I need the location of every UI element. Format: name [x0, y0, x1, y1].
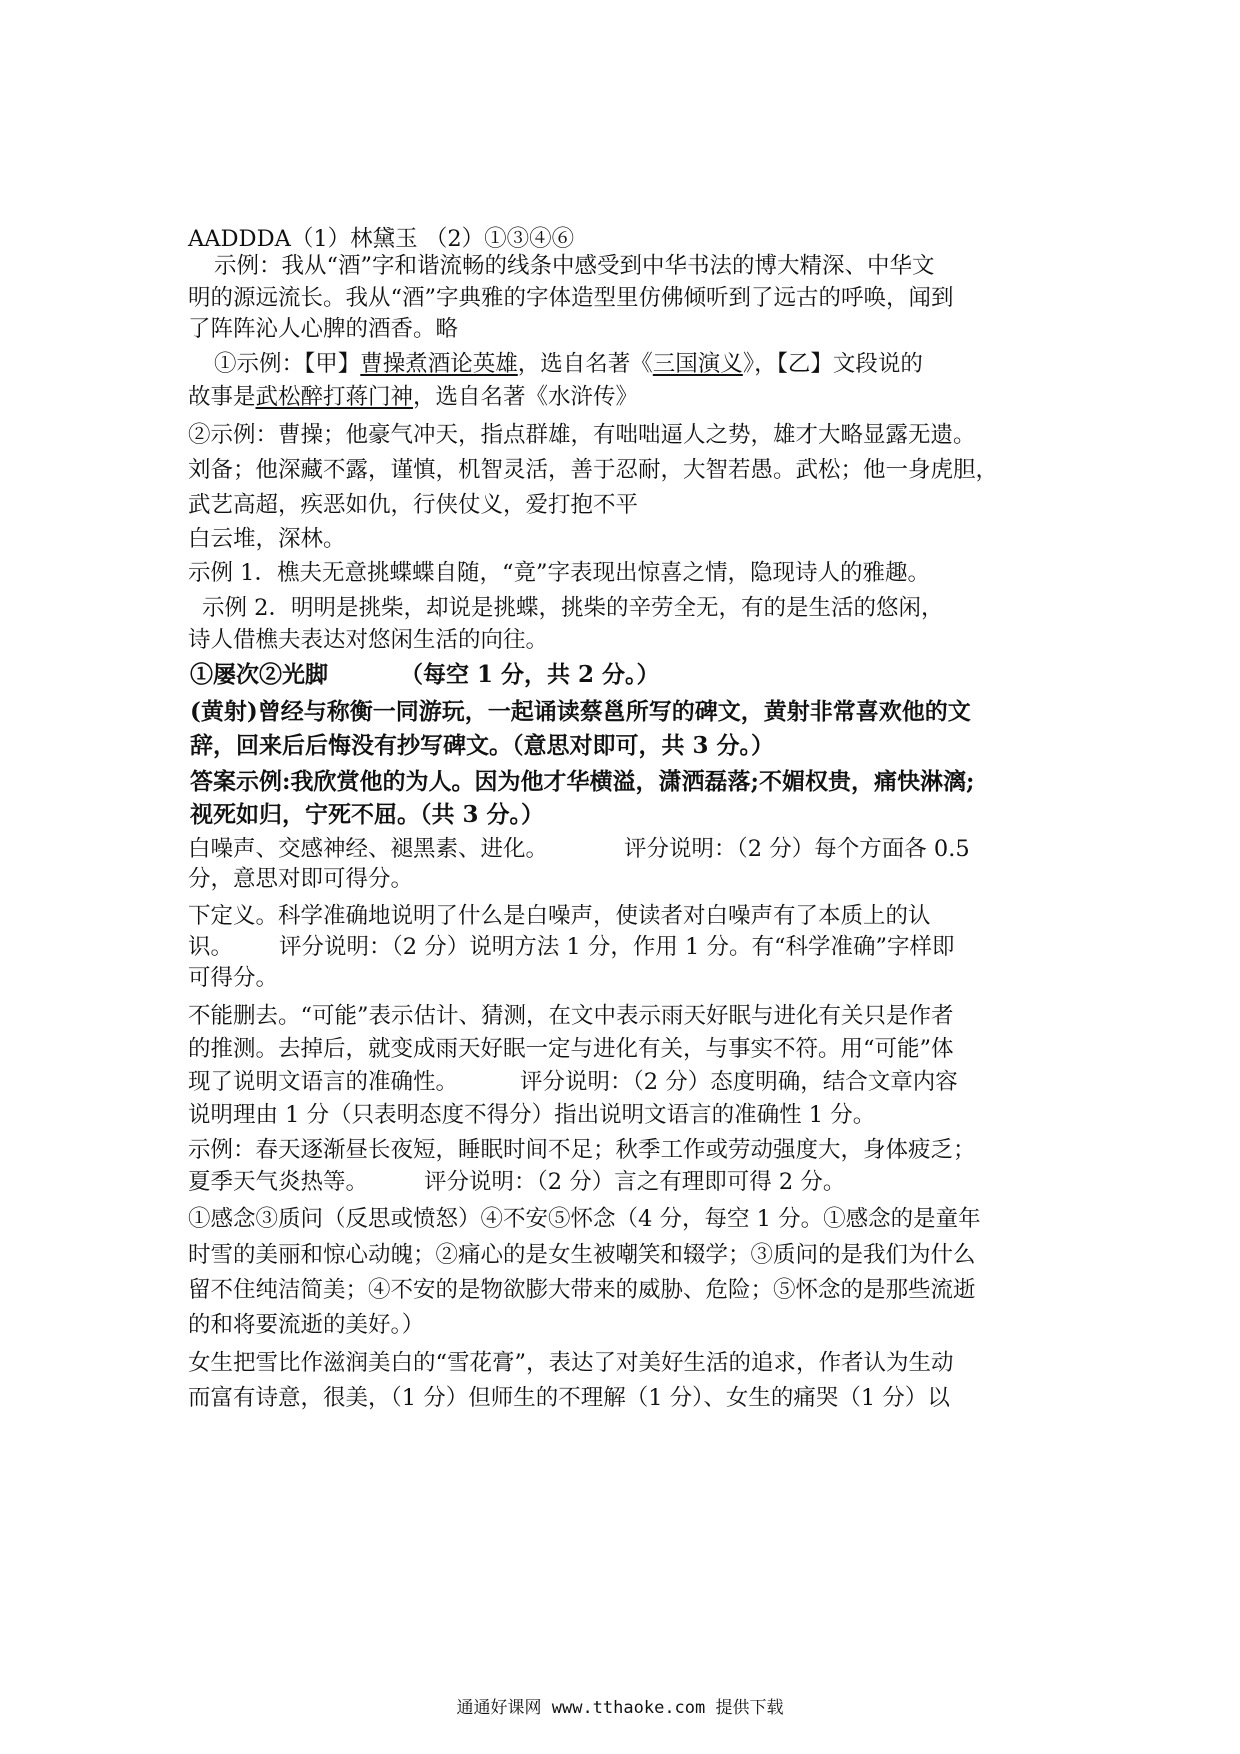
answer-line: 而富有诗意，很美，（1 分）但师生的不理解（1 分）、女生的痛哭（1 分）以	[188, 1385, 950, 1411]
answer-line: 辞，回来后后悔没有抄写碑文。（意思对即可，共 3 分。）	[190, 732, 775, 759]
answer-line: 可得分。	[188, 965, 279, 991]
answer-line: 示例 2．明明是挑柴，却说是挑蝶，挑柴的辛劳全无，有的是生活的悠闲，	[202, 595, 944, 621]
answer-line	[188, 1167, 845, 1197]
underlined-answer: 三国演义	[652, 351, 743, 377]
answer-text: ，选自名著《水浒传》	[413, 384, 639, 410]
answer-line	[214, 349, 923, 379]
answer-line: AADDDA（1）林黛玉 （2）①③④⑥	[188, 226, 575, 252]
answer-line: 视死如归，宁死不屈。（共 3 分。）	[190, 801, 545, 828]
answer-line: 白云堆，深林。	[188, 526, 346, 552]
scoring-note: 评分说明：（2 分）每个方面各 0.5	[624, 836, 970, 862]
answer-line: 诗人借樵夫表达对悠闲生活的向往。	[188, 627, 549, 653]
answer-line	[188, 382, 638, 412]
answer-text: ，选自名著《	[517, 351, 653, 377]
answer-line: 刘备；他深藏不露，谨慎，机智灵活，善于忍耐，大智若愚。武松；他一身虎胆，	[188, 457, 999, 483]
answer-line: 答案示例:我欣赏他的为人。因为他才华横溢，潇洒磊落;不媚权贵，痛快淋漓;	[190, 768, 975, 795]
answer-line: 示例：春天逐渐昼长夜短，睡眠时间不足；秋季工作或劳动强度大，身体疲乏；	[188, 1137, 976, 1163]
answer-line: 留不住纯洁简美；④不安的是物欲膨大带来的威胁、危险；⑤怀念的是那些流逝	[188, 1277, 976, 1303]
answer-line: 的推测。去掉后，就变成雨天好眠一定与进化有关，与事实不符。用“可能”体	[188, 1036, 954, 1062]
answer-line: 示例：我从“酒”字和谐流畅的线条中感受到中华书法的博大精深、中华文	[214, 253, 935, 279]
answer-line: 女生把雪比作滋润美白的“雪花膏”，表达了对美好生活的追求，作者认为生动	[188, 1350, 954, 1376]
answer-line: 说明理由 1 分（只表明态度不得分）指出说明文语言的准确性 1 分。	[188, 1102, 876, 1128]
answer-text: 》，【乙】文段说的	[742, 351, 923, 377]
answer-line: 下定义。科学准确地说明了什么是白噪声，使读者对白噪声有了本质上的认	[188, 903, 931, 929]
answer-line: 时雪的美丽和惊心动魄；②痛心的是女生被嘲笑和辍学；③质问的是我们为什么	[188, 1242, 976, 1268]
answer-text: 故事是	[188, 384, 256, 410]
answer-line: ①感念③质问（反思或愤怒）④不安⑤怀念（4 分，每空 1 分。①感念的是童年	[188, 1206, 981, 1232]
answer-text: ①屡次②光脚	[190, 661, 328, 688]
answer-text: 识。	[188, 934, 234, 960]
answer-line	[188, 834, 970, 864]
answer-line: 了阵阵沁人心脾的酒香。略	[188, 316, 459, 342]
answer-line: ②示例：曹操；他豪气冲天，指点群雄，有咄咄逼人之势，雄才大略显露无遗。	[188, 422, 976, 448]
answer-line: 明的源远流长。我从“酒”字典雅的字体造型里仿佛倾听到了远古的呼唤，闻到	[188, 285, 954, 311]
answer-line: (黄射)曾经与称衡一同游玩，一起诵读蔡邕所写的碑文，黄射非常喜欢他的文	[190, 698, 971, 725]
answer-line: 武艺高超，疾恶如仇，行侠仗义，爱打抱不平	[188, 492, 639, 518]
answer-text: 白噪声、交感神经、褪黑素、进化。	[188, 836, 549, 862]
scoring-note: 评分说明：（2 分）言之有理即可得 2 分。	[424, 1169, 846, 1195]
answer-line: 不能删去。“可能”表示估计、猜测，在文中表示雨天好眠与进化有关只是作者	[188, 1003, 954, 1029]
answer-line: 的和将要流逝的美好。）	[188, 1312, 425, 1338]
answer-line: 示例 1．樵夫无意挑蝶蝶自随，“竟”字表现出惊喜之情，隐现诗人的雅趣。	[188, 560, 930, 586]
scoring-note: 评分说明：（2 分）说明方法 1 分，作用 1 分。有“科学准确”字样即	[279, 934, 955, 960]
page-footer: 通通好课网 www.tthaoke.com 提供下载	[456, 1698, 784, 1718]
scoring-note: 评分说明：（2 分）态度明确，结合文章内容	[520, 1069, 958, 1095]
answer-line	[188, 1067, 958, 1097]
answer-text: 现了说明文语言的准确性。	[188, 1069, 459, 1095]
underlined-answer: 曹操煮酒论英雄	[360, 351, 518, 377]
answer-text: 夏季天气炎热等。	[188, 1169, 369, 1195]
answer-text: ①示例：【甲】	[214, 351, 361, 377]
answer-line: 分，意思对即可得分。	[188, 866, 414, 892]
answer-line	[190, 660, 660, 690]
answer-text: （每空 1 分，共 2 分。）	[400, 661, 660, 688]
answer-line	[188, 932, 954, 962]
underlined-answer: 武松醉打蒋门神	[255, 384, 414, 410]
